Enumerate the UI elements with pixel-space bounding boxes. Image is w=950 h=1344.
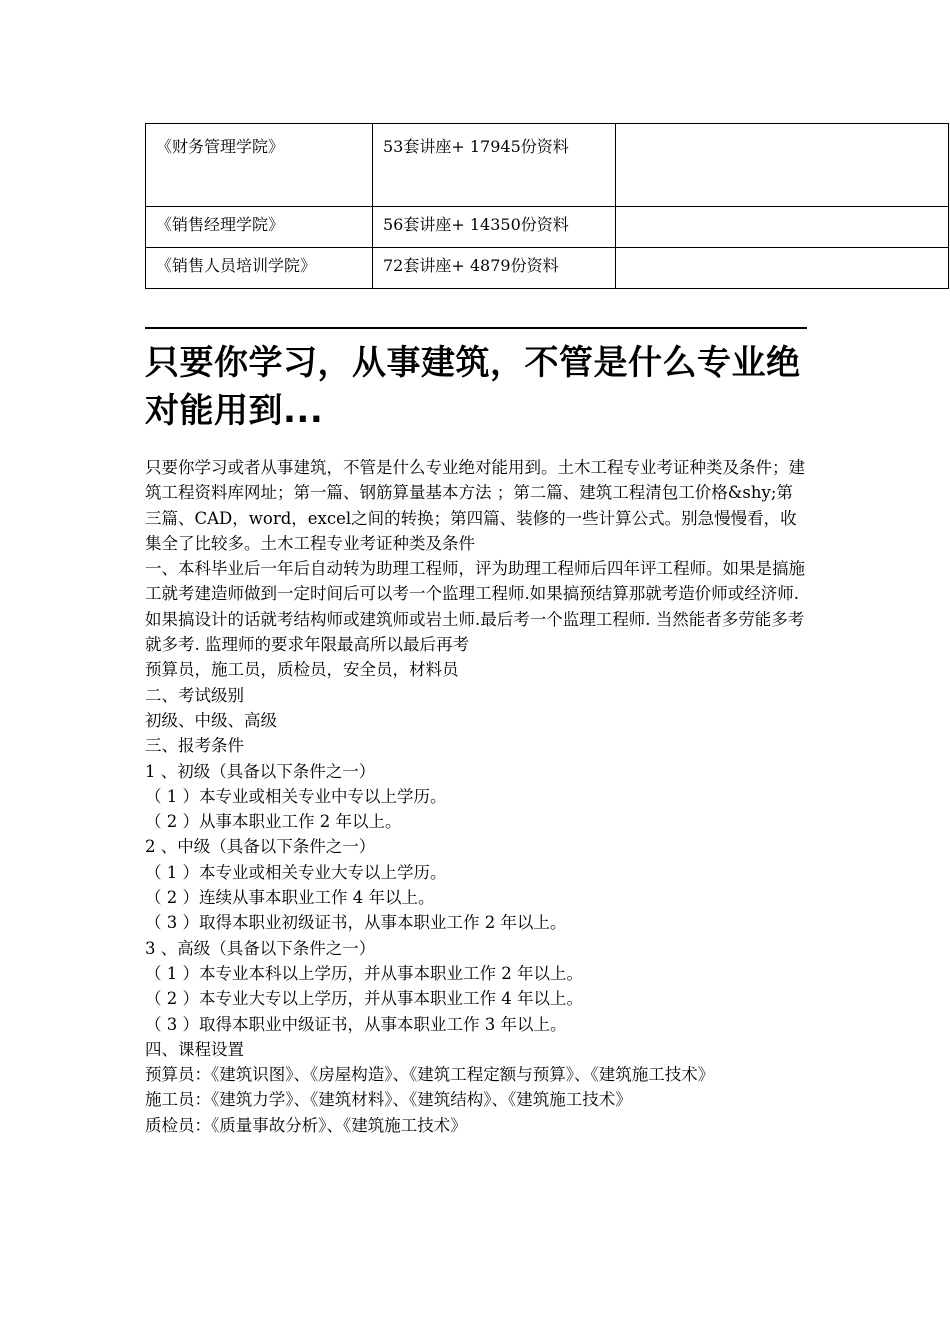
paragraph: 预算员，施工员，质检员，安全员，材料员 <box>145 660 459 680</box>
paragraph: 只要你学习或者从事建筑，不管是什么专业绝对能用到。土木工程专业考证种类及条件；建筑工程资料库网址；第一篇、钢筋算量基本方法 ；第二篇、建筑工程清包工价格&shy;第三篇、CAD，word，excel之间的转换；第四篇、装修的一些计算公式。别急慢慢看，收集全了比较多。土木工程专业考证种类及条件 <box>145 458 805 553</box>
table-cell-extra <box>616 124 949 207</box>
table-row <box>146 248 949 289</box>
table-row <box>146 124 949 207</box>
paragraph: 预算员：《建筑识图》、《房屋构造》、《建筑工程定额与预算》、《建筑施工技术》 <box>145 1065 715 1085</box>
table-cell-name: 《销售人员培训学院》 <box>146 248 373 289</box>
paragraph: （ 3 ）取得本职业中级证书，从事本职业工作 3 年以上。 <box>145 1014 567 1034</box>
paragraph: （ 2 ）连续从事本职业工作 4 年以上。 <box>145 888 435 908</box>
paragraph: （ 1 ）本专业或相关专业中专以上学历。 <box>145 786 447 806</box>
table-cell-desc: 56套讲座+ 14350份资料 <box>373 207 616 248</box>
paragraph: 施工员：《建筑力学》、《建筑材料》、《建筑结构》、《建筑施工技术》 <box>145 1090 632 1110</box>
paragraph: （ 1 ）本专业本科以上学历，并从事本职业工作 2 年以上。 <box>145 963 583 983</box>
paragraph: 二、考试级别 <box>145 685 244 705</box>
paragraph: 1 、初级（具备以下条件之一） <box>145 761 376 781</box>
paragraph: （ 2 ）从事本职业工作 2 年以上。 <box>145 812 402 832</box>
document-page <box>145 123 805 1138</box>
paragraph: 一、本科毕业后一年后自动转为助理工程师，评为助理工程师后四年评工程师。如果是搞施工就考建造师做到一定时间后可以考一个监理工程师.如果搞预结算那就考造价师或经济师. 如果搞设计的话就考结构师或建筑师或岩土师.最后考一个监理工程师. 当然能者多劳能多考就多考. 监理师的要求年限最高所以最后再考 <box>145 559 805 655</box>
paragraph: （ 3 ）取得本职业初级证书，从事本职业工作 2 年以上。 <box>145 913 567 933</box>
catalog-table <box>145 123 949 289</box>
paragraph: 初级、中级、高级 <box>145 710 277 730</box>
paragraph: 三、报考条件 <box>145 736 244 756</box>
table-cell-name: 《财务管理学院》 <box>146 124 373 207</box>
paragraph: 四、课程设置 <box>145 1039 244 1059</box>
article-body <box>145 455 807 1138</box>
table-cell-name: 《销售经理学院》 <box>146 207 373 248</box>
paragraph: （ 1 ）本专业或相关专业大专以上学历。 <box>145 862 447 882</box>
table-cell-desc: 53套讲座+ 17945份资料 <box>373 124 616 207</box>
table-cell-extra <box>616 207 949 248</box>
paragraph: 2 、中级（具备以下条件之一） <box>145 837 376 857</box>
section-divider <box>145 327 807 329</box>
article-title: 只要你学习，从事建筑，不管是什么专业绝对能用到... <box>145 343 801 431</box>
table-cell-extra <box>616 248 949 289</box>
paragraph: 3 、高级（具备以下条件之一） <box>145 938 376 958</box>
paragraph: 质检员：《质量事故分析》、《建筑施工技术》 <box>145 1115 467 1135</box>
paragraph: （ 2 ）本专业大专以上学历，并从事本职业工作 4 年以上。 <box>145 989 583 1009</box>
table-row <box>146 207 949 248</box>
table-cell-desc: 72套讲座+ 4879份资料 <box>373 248 616 289</box>
